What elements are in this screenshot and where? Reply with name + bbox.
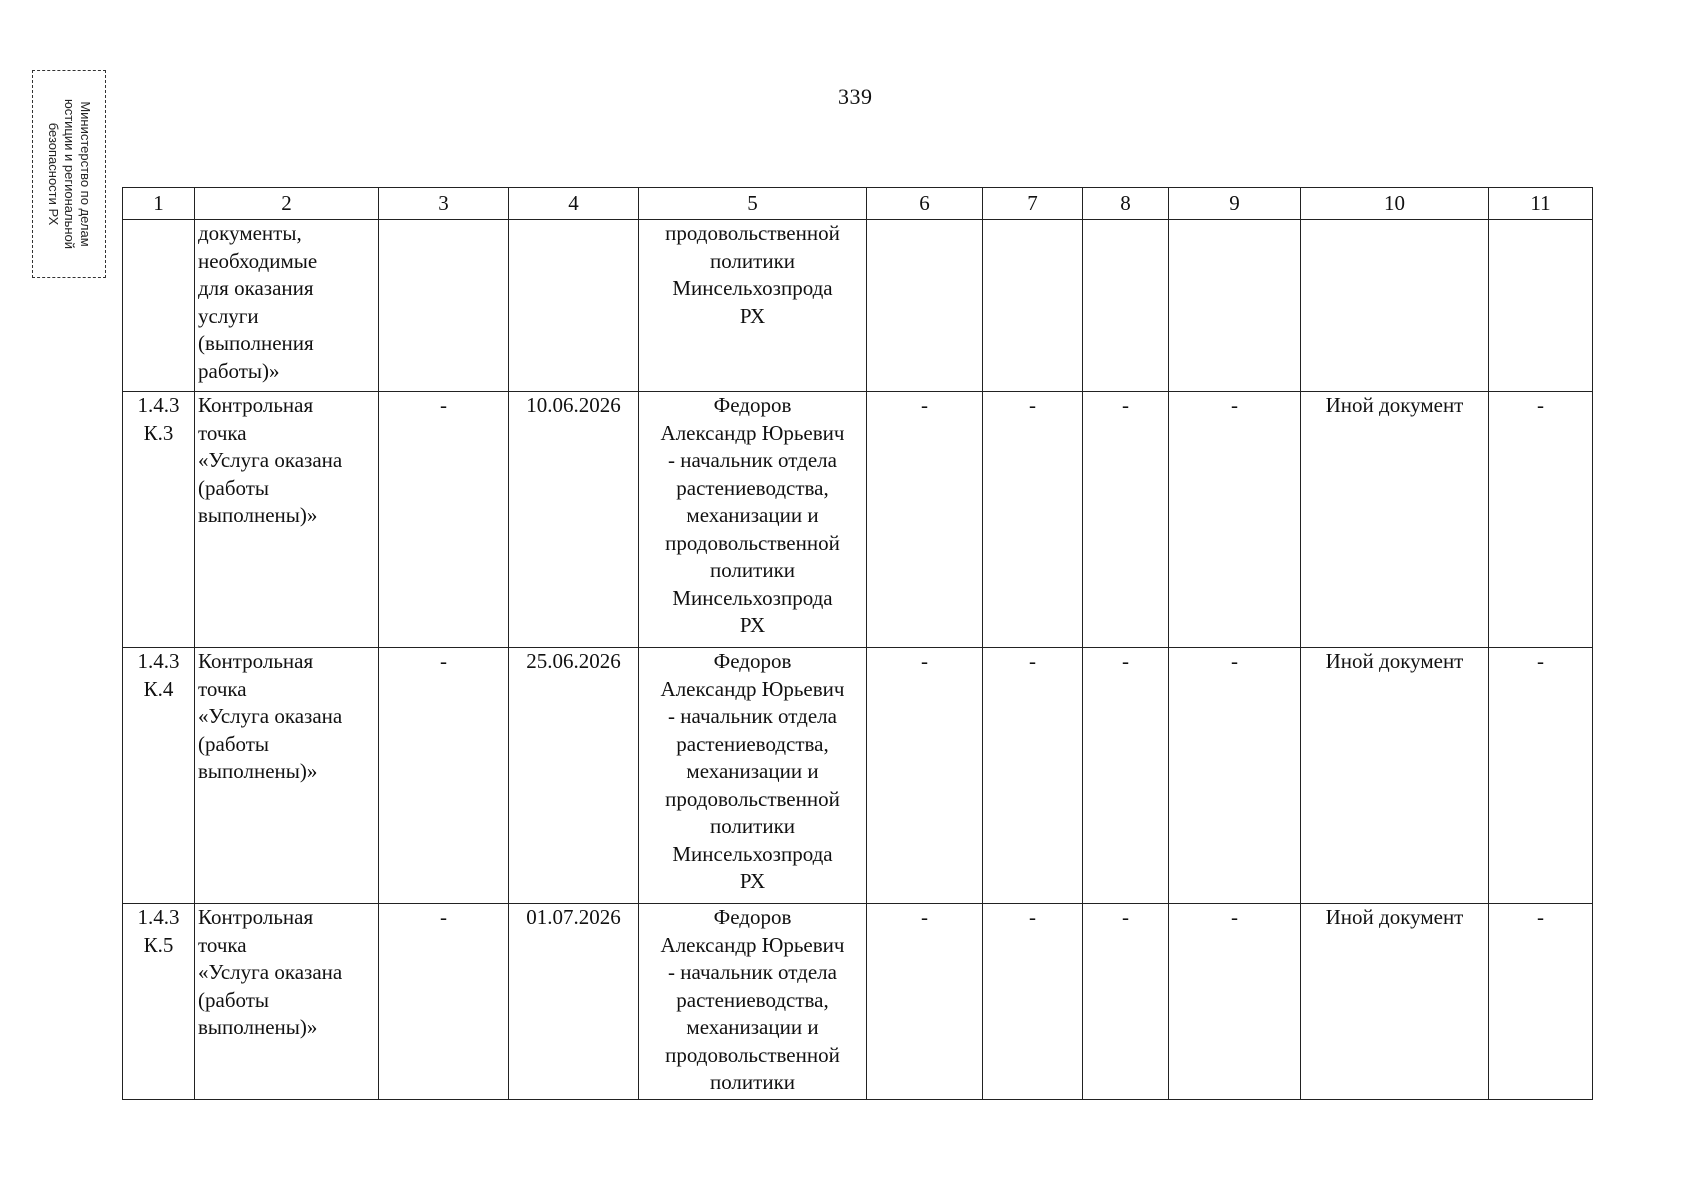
cell-col9: - <box>1169 648 1301 904</box>
cell-col7: - <box>983 904 1083 1100</box>
date-cell: 25.06.2026 <box>509 648 639 904</box>
cell-col11 <box>1489 220 1593 392</box>
column-header: 2 <box>195 188 379 220</box>
cell-col7: - <box>983 392 1083 648</box>
cell-col9: - <box>1169 392 1301 648</box>
cell-col6 <box>867 220 983 392</box>
cell-col3: - <box>379 648 509 904</box>
table-row <box>123 904 1593 1100</box>
cell-col11: - <box>1489 648 1593 904</box>
column-header: 8 <box>1083 188 1169 220</box>
date-cell: 01.07.2026 <box>509 904 639 1100</box>
cell-col8: - <box>1083 648 1169 904</box>
column-header: 1 <box>123 188 195 220</box>
cell-col6: - <box>867 904 983 1100</box>
date-cell <box>509 220 639 392</box>
cell-col8: - <box>1083 392 1169 648</box>
stamp-line: Министерство по делам <box>78 101 93 247</box>
column-header: 3 <box>379 188 509 220</box>
date-cell: 10.06.2026 <box>509 392 639 648</box>
responsible-cell: Федоров Александр Юрьевич - начальник отдела растениеводства, механизации и продовольственной политики Минсельхозпрода РХ <box>639 392 867 648</box>
row-number-cell: 1.4.3 К.4 <box>123 648 195 904</box>
column-header: 6 <box>867 188 983 220</box>
cell-col8 <box>1083 220 1169 392</box>
cell-col11: - <box>1489 392 1593 648</box>
cell-col7: - <box>983 648 1083 904</box>
row-number-cell: 1.4.3 К.5 <box>123 904 195 1100</box>
column-header: 7 <box>983 188 1083 220</box>
row-number-cell <box>123 220 195 392</box>
header-row <box>123 188 1593 220</box>
column-header: 10 <box>1301 188 1489 220</box>
table-row <box>123 392 1593 648</box>
document-type-cell: Иной документ <box>1301 648 1489 904</box>
column-header: 4 <box>509 188 639 220</box>
responsible-cell: Федоров Александр Юрьевич - начальник отдела растениеводства, механизации и продовольственной политики Минсельхозпрода РХ <box>639 648 867 904</box>
column-header: 11 <box>1489 188 1593 220</box>
stamp-text <box>45 74 93 274</box>
schedule-table <box>122 187 1593 1100</box>
registration-stamp <box>32 70 106 278</box>
column-header: 5 <box>639 188 867 220</box>
stamp-line: юстиции и региональной <box>62 98 77 250</box>
cell-col3 <box>379 220 509 392</box>
table-row <box>123 220 1593 392</box>
page-number: 339 <box>838 84 873 109</box>
document-type-cell: Иной документ <box>1301 904 1489 1100</box>
cell-col11: - <box>1489 904 1593 1100</box>
table-row <box>123 648 1593 904</box>
document-type-cell: Иной документ <box>1301 392 1489 648</box>
responsible-cell: Федоров Александр Юрьевич - начальник отдела растениеводства, механизации и продовольственной политики <box>639 904 867 1100</box>
cell-col9: - <box>1169 904 1301 1100</box>
cell-col3: - <box>379 392 509 648</box>
cell-col9 <box>1169 220 1301 392</box>
cell-col8: - <box>1083 904 1169 1100</box>
description-cell: документы, необходимые для оказания услуги (выполнения работы)» <box>195 220 379 392</box>
row-number-cell: 1.4.3 К.3 <box>123 392 195 648</box>
responsible-cell: продовольственной политики Минсельхозпрода РХ <box>639 220 867 392</box>
cell-col7 <box>983 220 1083 392</box>
description-cell: Контрольная точка «Услуга оказана (работы выполнены)» <box>195 648 379 904</box>
description-cell: Контрольная точка «Услуга оказана (работы выполнены)» <box>195 904 379 1100</box>
cell-col6: - <box>867 648 983 904</box>
description-cell: Контрольная точка «Услуга оказана (работы выполнены)» <box>195 392 379 648</box>
cell-col3: - <box>379 904 509 1100</box>
stamp-line: безопасности РХ <box>46 122 61 226</box>
document-type-cell <box>1301 220 1489 392</box>
column-header: 9 <box>1169 188 1301 220</box>
cell-col6: - <box>867 392 983 648</box>
